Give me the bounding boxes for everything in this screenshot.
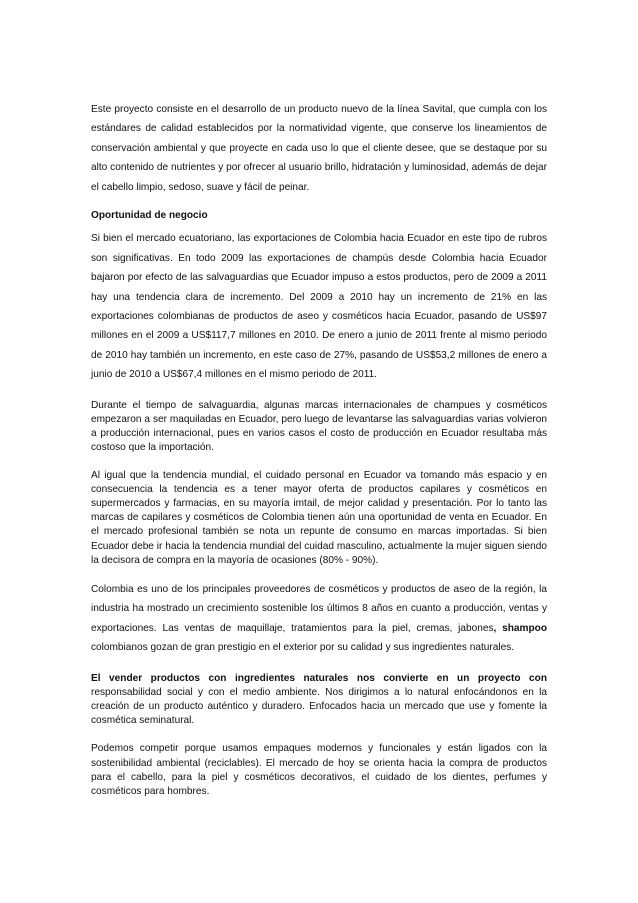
paragraph-intro: Este proyecto consiste en el desarrollo de un producto nuevo de la línea Savital, que cumpla con los estándares de calidad establecidos por la normatividad vigente, que conserve los lineamientos de conservación ambiental y que proyecte en cada uso lo que el cliente desee, que se destaque por su alto contenido de nutrientes y por ofrecer al usuario brillo, hidratación y luminosidad, además de dejar el cabello limpio, sedoso, suave y fácil de peinar. xyxy=(91,104,547,193)
paragraph-natural-bold: El vender productos con ingredientes naturales nos convierte en un proyecto con xyxy=(91,672,547,684)
document-body xyxy=(91,100,547,799)
paragraph-colombia xyxy=(91,580,547,658)
paragraph-trend: Al igual que la tendencia mundial, el cuidado personal en Ecuador va tomando más espacio y en consecuencia la tendencia es a tener mayor oferta de productos capilares y cosméticos en supermercados y farmacias, en su mayoría imtail, de mejor calidad y presentación. Por lo tanto las marcas de capilares y cosméticos de Colombia tienen aún una oportunidad de venta en Ecuador. En el mercado profesional también se nota un repunte de consumo en marcas importadas. Si bien Ecuador debe ir hacia la tendencia mundial del cuidad masculino, actualmente la mujer siguen siendo la decisora de compra en la mayoría de ocasiones (80% - 90%). xyxy=(91,469,547,566)
paragraph-colombia-bold: , shampoo xyxy=(493,622,547,634)
section-heading: Oportunidad de negocio xyxy=(91,210,208,222)
paragraph-safeguard: Durante el tiempo de salvaguardia, algunas marcas internacionales de champues y cosméticos empezaron a ser maquiladas en Ecuador, pero luego de levantarse las salvaguardias varias volvieron a producción internacional, pues en varios casos el costo de producción en Ecuador resultaba más costoso que la importación. xyxy=(91,399,547,454)
paragraph-colombia-end: colombianos gozan de gran prestigio en el exterior por su calidad y sus ingredientes naturales. xyxy=(91,642,515,654)
paragraph-natural xyxy=(91,672,547,729)
paragraph-colombia-text: Colombia es uno de los principales proveedores de cosméticos y productos de aseo de la región, la industria ha mostrado un crecimiento sostenible los últimos 8 años en cuanto a producción, ventas y exportaciones. Las ventas de maquillaje, tratamientos para la piel, cremas, jabones xyxy=(91,583,547,634)
paragraph-opportunity: Si bien el mercado ecuatoriano, las exportaciones de Colombia hacia Ecuador en este tipo de rubros son significativas. En todo 2009 las exportaciones de champús desde Colombia hacia Ecuador bajaron por efecto de las salvaguardias que Ecuador impuso a estos productos, pero de 2009 a 2011 hay una tendencia clara de incremento. Del 2009 a 2010 hay un incremento de 21% en las exportaciones colombianas de productos de aseo y cosméticos hacia Ecuador, pasando de US$97 millones en el 2009 a US$117,7 millones en 2010. De enero a junio de 2011 frente al mismo periodo de 2010 hay también un incremento, en este caso de 27%, pasando de US$53,2 millones de enero a junio de 2010 a US$67,4 millones en el mismo periodo de 2011. xyxy=(91,233,547,381)
paragraph-natural-text: responsabilidad social y con el medio ambiente. Nos dirigimos a lo natural enfocándonos en la creación de un producto auténtico y duradero. Enfocados hacia un mercado que use y fomente la cosmética seminatural. xyxy=(91,686,547,727)
paragraph-compete: Podemos competir porque usamos empaques modernos y funcionales y están ligados con la sostenibilidad ambiental (reciclables). El mercado de hoy se orienta hacia la compra de productos para el cabello, para la piel y cosméticos decorativos, el cuidado de los dientes, perfumes y cosméticos para hombres. xyxy=(91,743,547,797)
